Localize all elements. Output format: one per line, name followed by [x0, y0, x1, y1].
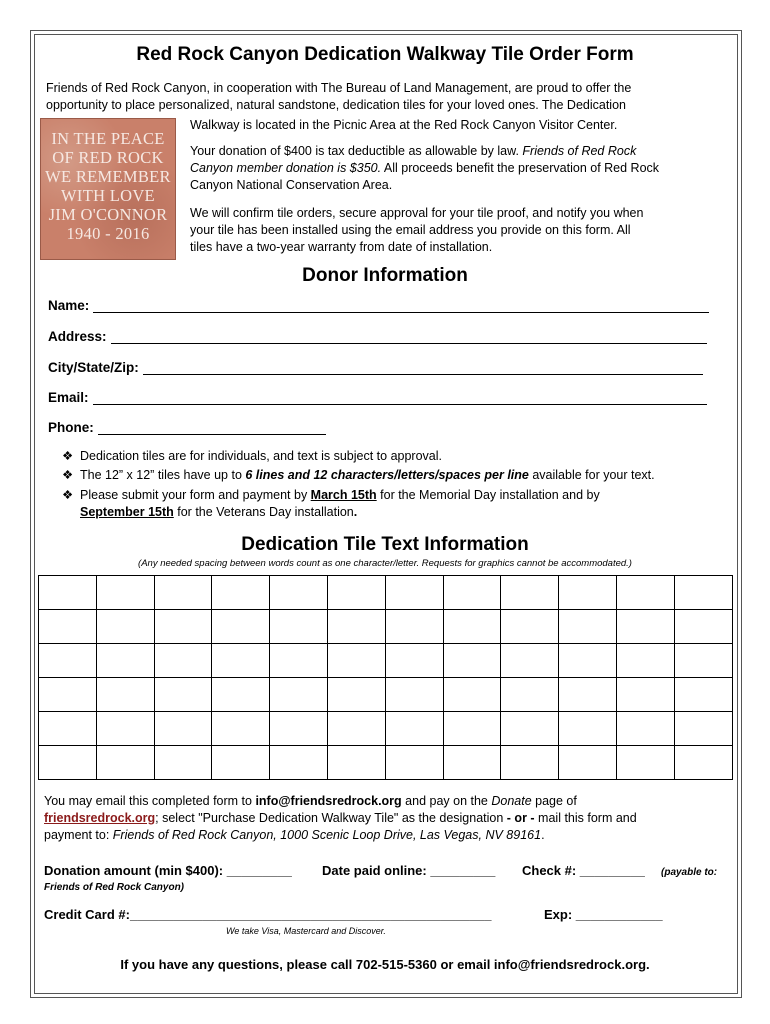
tile-character-cell[interactable]: [154, 746, 212, 780]
tile-character-cell[interactable]: [443, 746, 501, 780]
tile-grid-row: [39, 678, 733, 712]
tile-character-cell[interactable]: [39, 746, 97, 780]
tile-character-cell[interactable]: [443, 644, 501, 678]
tile-character-cell[interactable]: [270, 678, 328, 712]
tile-character-cell[interactable]: [443, 678, 501, 712]
tile-grid-row: [39, 712, 733, 746]
tile-character-cell[interactable]: [443, 576, 501, 610]
tile-character-cell[interactable]: [96, 644, 154, 678]
tile-character-cell[interactable]: [559, 644, 617, 678]
tile-character-cell[interactable]: [616, 746, 674, 780]
name-field[interactable]: [48, 298, 709, 313]
tile-character-cell[interactable]: [385, 644, 443, 678]
name-label: Name:: [48, 298, 90, 313]
tile-character-cell[interactable]: [674, 678, 732, 712]
check-number-field[interactable]: Check #: _________: [522, 863, 645, 878]
confirm-paragraph: We will confirm tile orders, secure approval for your tile proof, and notify you when your tile has been installed using the email address you provide on this form. All tiles have a two-year warranty from date of installation.: [190, 206, 644, 254]
phone-field[interactable]: [48, 420, 326, 435]
tile-character-cell[interactable]: [385, 746, 443, 780]
tile-character-cell[interactable]: [674, 746, 732, 780]
tile-character-cell[interactable]: [154, 610, 212, 644]
tile-character-cell[interactable]: [327, 678, 385, 712]
tile-grid-row: [39, 644, 733, 678]
tile-character-cell[interactable]: [385, 678, 443, 712]
tile-character-cell[interactable]: [96, 576, 154, 610]
accepted-cards-note: We take Visa, Mastercard and Discover.: [226, 926, 386, 936]
tile-character-cell[interactable]: [327, 610, 385, 644]
tile-character-cell[interactable]: [559, 712, 617, 746]
tile-spacing-note: (Any needed spacing between words count as one character/letter. Requests for graphics cannot be accommodated.): [138, 558, 632, 569]
address-field[interactable]: [48, 329, 707, 344]
phone-label: Phone:: [48, 420, 94, 435]
tile-character-cell[interactable]: [270, 610, 328, 644]
tile-character-cell[interactable]: [154, 644, 212, 678]
tile-character-cell[interactable]: [674, 610, 732, 644]
tile-text-line: WITH LOVE: [61, 186, 155, 205]
tile-character-cell[interactable]: [212, 610, 270, 644]
tile-character-cell[interactable]: [96, 610, 154, 644]
tile-character-cell[interactable]: [559, 610, 617, 644]
tile-character-cell[interactable]: [443, 610, 501, 644]
tile-character-cell[interactable]: [674, 712, 732, 746]
bullet-item: ❖ The 12” x 12” tiles have up to 6 lines and 12 characters/letters/spaces per line available for your text.: [62, 468, 655, 482]
payable-name: Friends of Red Rock Canyon): [44, 882, 185, 893]
phone-input-line[interactable]: [98, 422, 326, 435]
tile-character-cell[interactable]: [501, 576, 559, 610]
donation-paragraph: Your donation of $400 is tax deductible as allowable by law. Friends of Red Rock Canyon member donation is $350. All proceeds benefit the preservation of Red Rock Canyon National Conservation Area.: [190, 144, 660, 192]
donation-amount-field[interactable]: Donation amount (min $400): _________: [44, 863, 292, 878]
tile-character-cell[interactable]: [39, 644, 97, 678]
tile-character-cell[interactable]: [270, 746, 328, 780]
tile-character-cell[interactable]: [270, 644, 328, 678]
intro-line-3: Walkway is located in the Picnic Area at the Red Rock Canyon Visitor Center.: [190, 118, 618, 132]
tile-text-line: OF RED ROCK: [52, 148, 164, 167]
tile-character-cell[interactable]: [154, 712, 212, 746]
tile-character-cell[interactable]: [501, 746, 559, 780]
tile-character-cell[interactable]: [327, 746, 385, 780]
diamond-bullet-icon: ❖: [62, 488, 74, 502]
credit-card-field[interactable]: Credit Card #:__________________________________________________: [44, 907, 492, 922]
tile-text-line: WE REMEMBER: [45, 167, 171, 186]
tile-character-cell[interactable]: [327, 576, 385, 610]
tile-character-cell[interactable]: [39, 576, 97, 610]
tile-character-cell[interactable]: [154, 576, 212, 610]
tile-character-cell[interactable]: [270, 712, 328, 746]
tile-character-cell[interactable]: [501, 678, 559, 712]
tile-character-cell[interactable]: [212, 576, 270, 610]
tile-grid-row: [39, 610, 733, 644]
tile-character-cell[interactable]: [616, 644, 674, 678]
tile-character-cell[interactable]: [96, 746, 154, 780]
form-title: Red Rock Canyon Dedication Walkway Tile Order Form: [136, 44, 634, 65]
tile-character-cell[interactable]: [616, 712, 674, 746]
tile-character-cell[interactable]: [385, 610, 443, 644]
date-paid-field[interactable]: Date paid online: _________: [322, 863, 496, 878]
bullet-item: ❖ Please submit your form and payment by March 15th for the Memorial Day installation and by September 15th for the Veterans Day installation.: [62, 488, 600, 519]
email-payment-paragraph: You may email this completed form to info@friendsredrock.org and pay on the Donate page of friendsredrock.org; select "Purchase Dedication Walkway Tile" as the designation - or - mail this form and payment to: Friends of Red Rock Canyon, 1000 Scenic Loop Drive, Las Vegas, NV 89161.: [44, 794, 637, 842]
diamond-bullet-icon: ❖: [62, 449, 74, 463]
email-input-line[interactable]: [93, 392, 707, 405]
tile-character-cell[interactable]: [154, 678, 212, 712]
sample-tile-image: [40, 118, 176, 260]
questions-contact: If you have any questions, please call 702-515-5360 or email info@friendsredrock.org.: [120, 957, 650, 972]
tile-character-cell[interactable]: [674, 644, 732, 678]
tile-character-cell[interactable]: [559, 576, 617, 610]
tile-character-cell[interactable]: [39, 678, 97, 712]
tile-character-cell[interactable]: [327, 644, 385, 678]
tile-character-cell[interactable]: [385, 576, 443, 610]
tile-text-line: IN THE PEACE: [51, 129, 165, 148]
email-field[interactable]: [48, 390, 707, 405]
tile-character-cell[interactable]: [212, 678, 270, 712]
tile-character-cell[interactable]: [559, 678, 617, 712]
city-state-zip-label: City/State/Zip:: [48, 360, 139, 375]
tile-character-cell[interactable]: [96, 712, 154, 746]
email-link[interactable]: info@friendsredrock.org: [255, 794, 402, 808]
intro-line-1: Friends of Red Rock Canyon, in cooperation with The Bureau of Land Management, are proud to offer the: [46, 81, 632, 95]
tile-character-cell[interactable]: [443, 712, 501, 746]
tile-character-cell[interactable]: [39, 712, 97, 746]
intro-line-2: opportunity to place personalized, natural sandstone, dedication tiles for your loved ones. The Dedication: [46, 98, 626, 112]
city-state-zip-field[interactable]: [48, 360, 703, 375]
tile-character-cell[interactable]: [501, 610, 559, 644]
tile-grid-row: [39, 576, 733, 610]
tile-character-cell[interactable]: [616, 576, 674, 610]
tile-character-cell[interactable]: [674, 576, 732, 610]
tile-character-cell[interactable]: [327, 712, 385, 746]
name-input-line[interactable]: [93, 300, 709, 313]
website-link[interactable]: friendsredrock.org: [44, 811, 156, 825]
tile-character-cell[interactable]: [96, 678, 154, 712]
tile-character-cell[interactable]: [501, 644, 559, 678]
payable-to-label: (payable to:: [661, 867, 718, 878]
tile-grid-row: [39, 746, 733, 780]
expiration-field[interactable]: Exp: ____________: [544, 907, 663, 922]
address-input-line[interactable]: [111, 331, 707, 344]
tile-character-cell[interactable]: [39, 610, 97, 644]
tile-character-cell[interactable]: [270, 576, 328, 610]
tile-text-line: 1940 - 2016: [66, 224, 150, 243]
email-label: Email:: [48, 390, 89, 405]
city-state-zip-input-line[interactable]: [143, 362, 703, 375]
tile-text-line: JIM O'CONNOR: [48, 205, 168, 224]
tile-text-grid: [38, 575, 733, 780]
tile-character-cell[interactable]: [616, 610, 674, 644]
tile-text-heading: Dedication Tile Text Information: [241, 534, 529, 555]
tile-character-cell[interactable]: [212, 746, 270, 780]
address-label: Address:: [48, 329, 107, 344]
tile-character-cell[interactable]: [212, 712, 270, 746]
diamond-bullet-icon: ❖: [62, 468, 74, 482]
tile-character-cell[interactable]: [385, 712, 443, 746]
donor-information-heading: Donor Information: [302, 265, 468, 286]
tile-character-cell[interactable]: [501, 712, 559, 746]
bullet-item: ❖ Dedication tiles are for individuals, and text is subject to approval.: [62, 449, 442, 463]
tile-character-cell[interactable]: [559, 746, 617, 780]
tile-character-cell[interactable]: [212, 644, 270, 678]
tile-character-cell[interactable]: [616, 678, 674, 712]
